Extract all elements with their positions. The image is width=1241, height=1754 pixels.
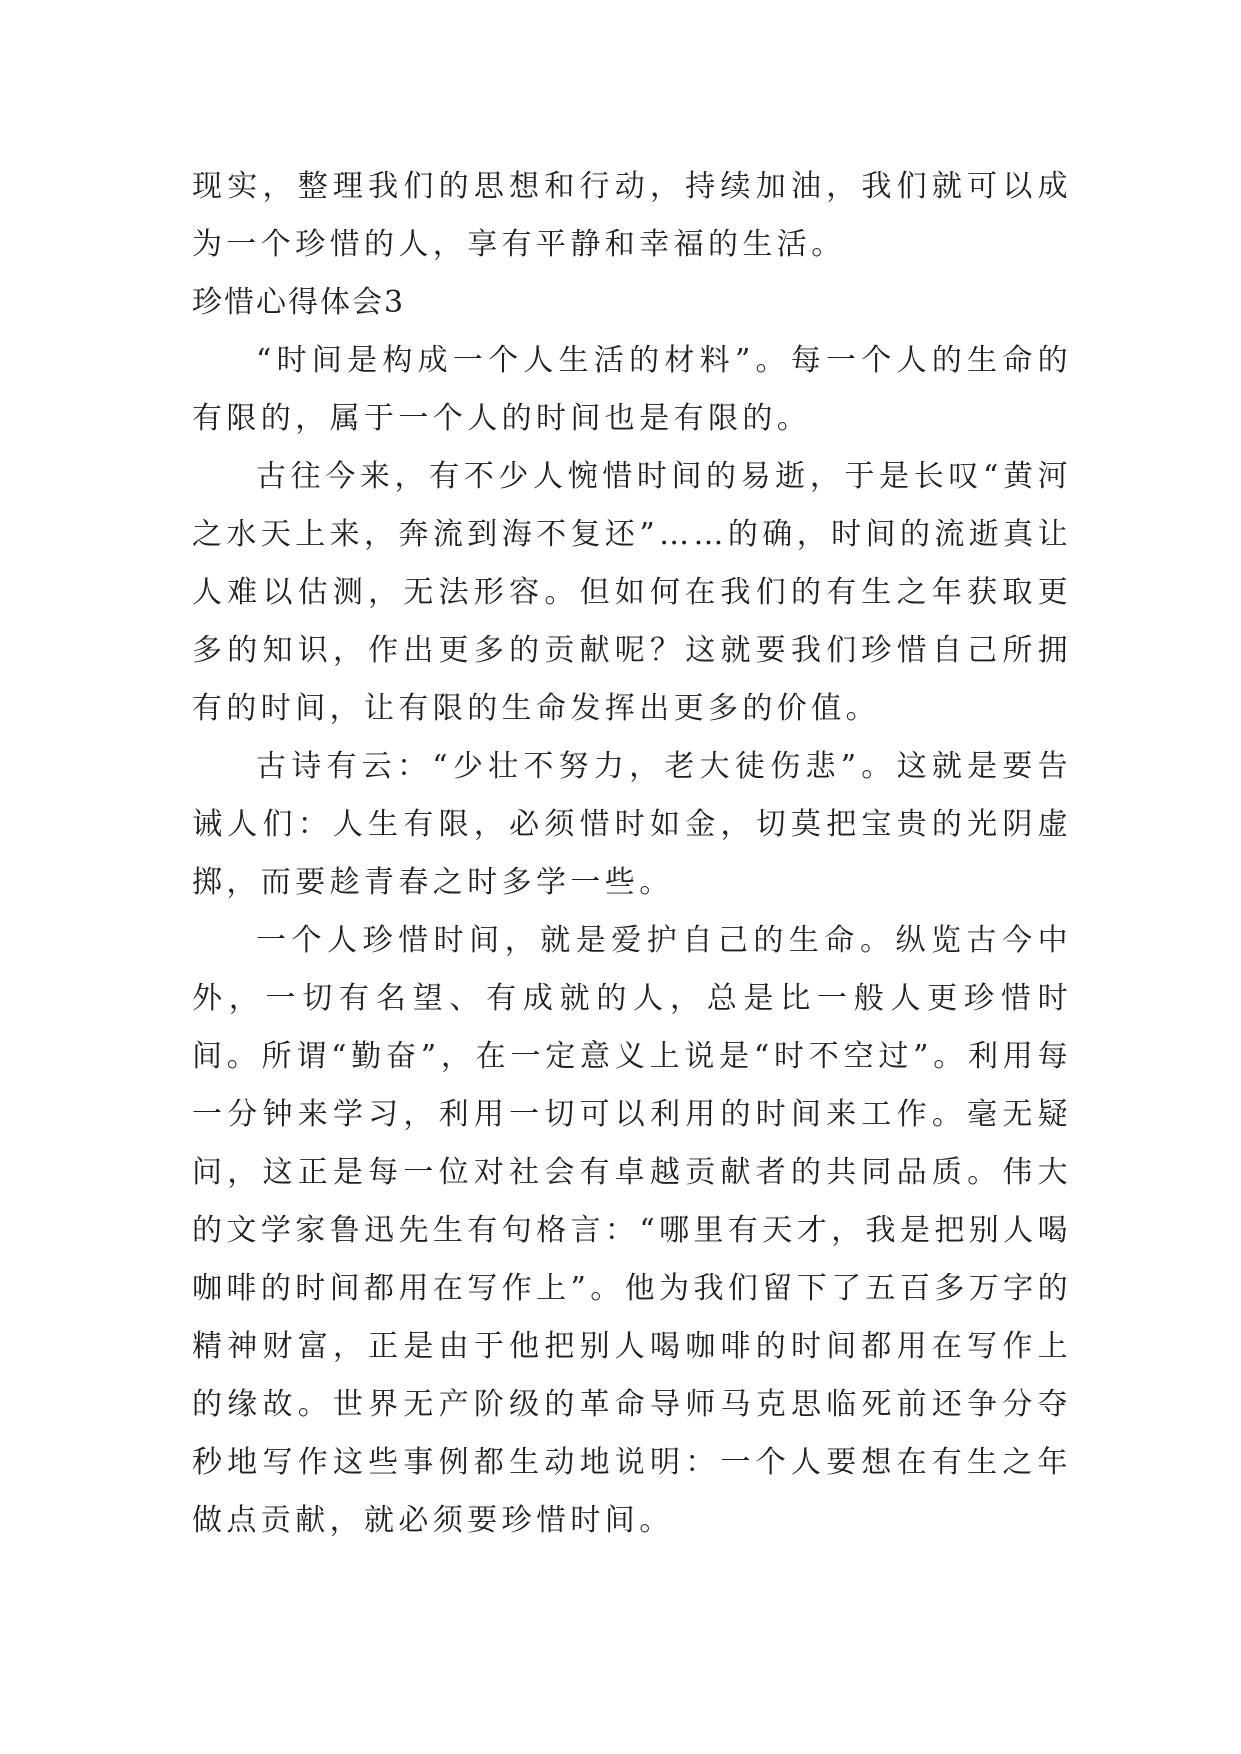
paragraph-yellow-river: 古往今来，有不少人惋惜时间的易逝，于是长叹“黄河之水天上来，奔流到海不复还”……的确，时间的流逝真让人难以估测，无法形容。但如何在我们的有生之年获取更多的知识，作出更多的贡献呢？这就要我们珍惜自己所拥有的时间，让有限的生命发挥出更多的价值。 — [192, 459, 1072, 726]
paragraph-quote-intro: “时间是构成一个人生活的材料”。每一个人的生命的有限的，属于一个人的时间也是有限的。 — [192, 343, 1072, 436]
paragraph-ancient-poem: 古诗有云：“少壮不努力，老大徒伤悲”。这就是要告诫人们：人生有限，必须惜时如金，切莫把宝贵的光阴虚掷，而要趁青春之时多学一些。 — [192, 749, 1072, 900]
paragraph-continuation: 现实，整理我们的思想和行动，持续加油，我们就可以成为一个珍惜的人，享有平静和幸福的生活。 — [192, 169, 1072, 262]
document-body — [192, 158, 1072, 1550]
paragraph-lu-xun-marx: 一个人珍惜时间，就是爱护自己的生命。纵览古今中外，一切有名望、有成就的人，总是比一般人更珍惜时间。所谓“勤奋”，在一定意义上说是“时不空过”。利用每一分钟来学习，利用一切可以利用的时间来工作。毫无疑问，这正是每一位对社会有卓越贡献者的共同品质。伟大的文学家鲁迅先生有句格言：“哪里有天才，我是把别人喝咖啡的时间都用在写作上”。他为我们留下了五百多万字的精神财富，正是由于他把别人喝咖啡的时间都用在写作上的缘故。世界无产阶级的革命导师马克思临死前还争分夺秒地写作这些事例都生动地说明：一个人要想在有生之年做点贡献，就必须要珍惜时间。 — [192, 923, 1072, 1538]
section-heading: 珍惜心得体会3 — [192, 285, 406, 320]
